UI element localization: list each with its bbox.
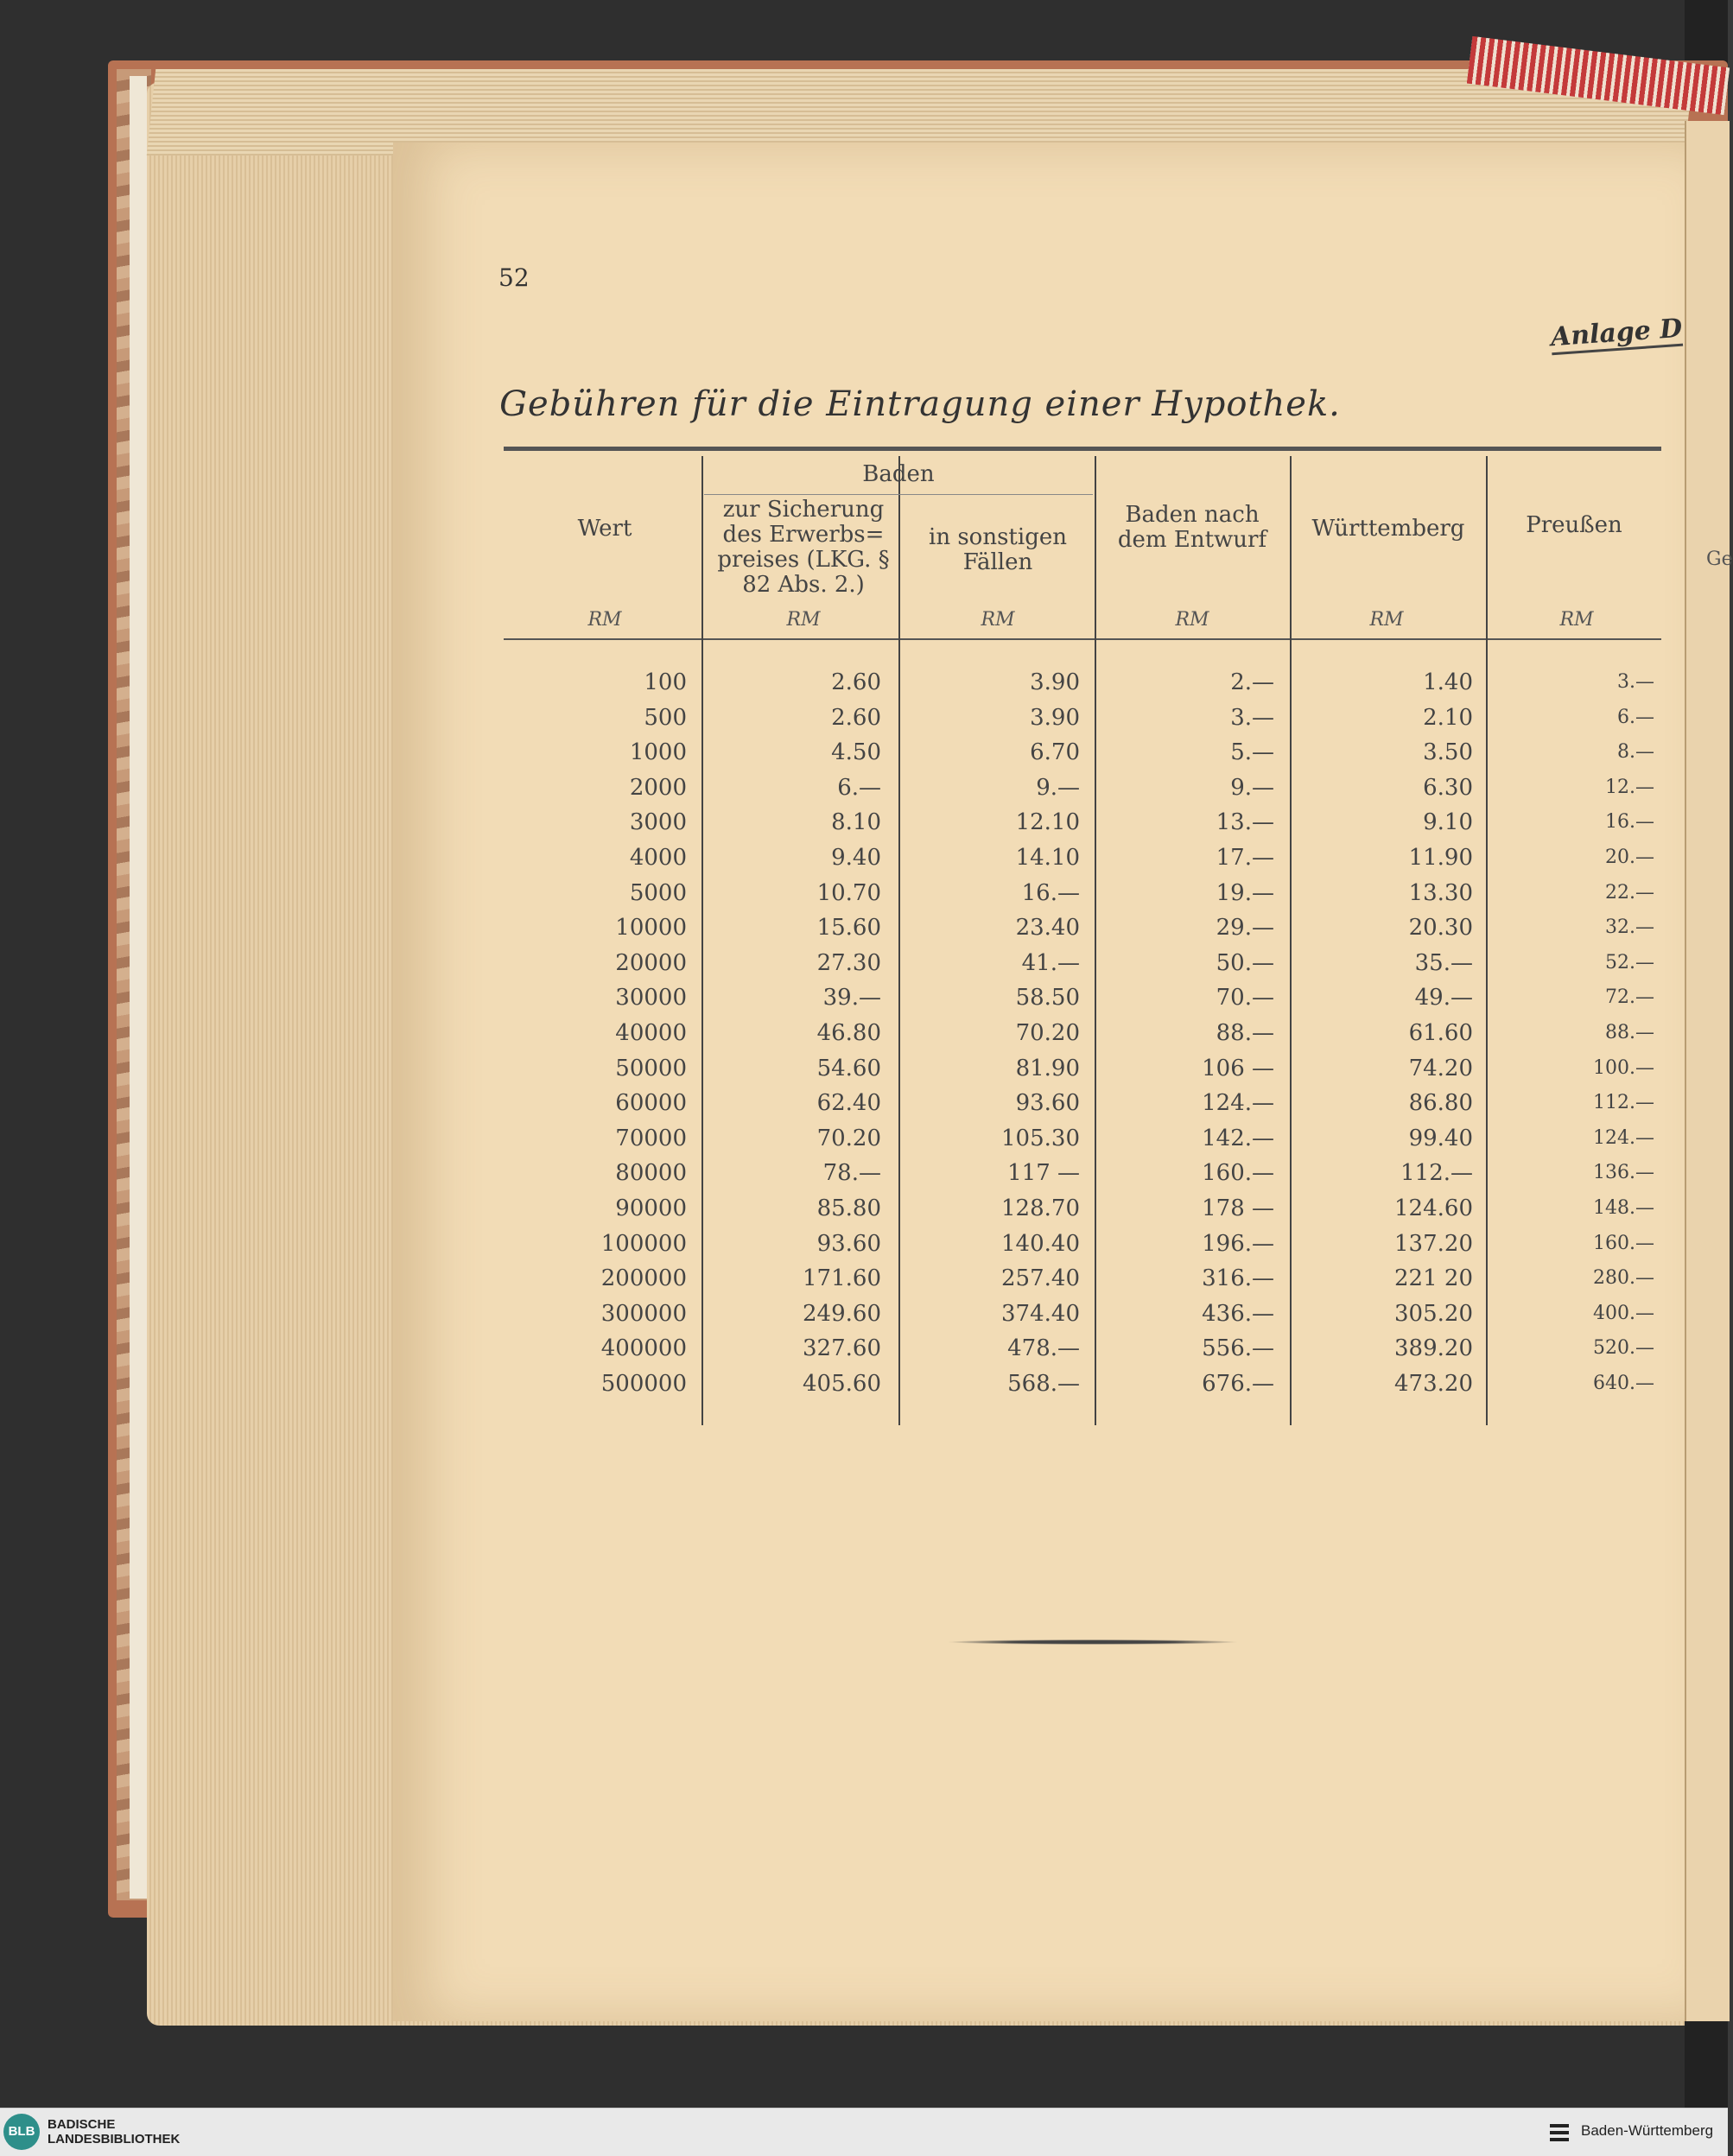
next-page-fragment: Ge xyxy=(1706,549,1733,570)
table-cell: 2.60 xyxy=(831,704,881,731)
unit-label: RM xyxy=(981,609,1015,631)
table-cell: 257.40 xyxy=(1001,1265,1080,1292)
unit-label: RM xyxy=(786,609,821,631)
end-ornament xyxy=(946,1639,1240,1645)
table-cell: 3.90 xyxy=(1030,669,1080,695)
column-divider xyxy=(1095,456,1096,1425)
table-cell: 35.— xyxy=(1414,949,1473,976)
table-cell: 70.20 xyxy=(816,1125,881,1151)
table-cell: 136.— xyxy=(1593,1162,1654,1184)
table-cell: 200000 xyxy=(600,1265,687,1292)
table-cell: 2000 xyxy=(629,774,687,801)
table-cell: 5.— xyxy=(1230,739,1274,766)
table-cell: 58.50 xyxy=(1015,985,1080,1011)
baden-group-rule xyxy=(704,494,1093,495)
table-cell: 29.— xyxy=(1216,915,1274,942)
table-cell: 171.60 xyxy=(803,1265,881,1292)
table-cell: 568.— xyxy=(1007,1370,1080,1397)
table-cell: 106 — xyxy=(1202,1055,1274,1081)
column-wert xyxy=(536,665,687,1401)
table-cell: 117 — xyxy=(1007,1160,1080,1187)
table-cell: 6.— xyxy=(837,774,881,801)
column-baden-entwurf xyxy=(1110,665,1274,1401)
table-cell: 20.— xyxy=(1605,846,1654,868)
table-cell: 32.— xyxy=(1605,916,1654,939)
table-cell: 16.— xyxy=(1605,811,1654,834)
table-cell: 70000 xyxy=(615,1125,687,1151)
table-cell: 280.— xyxy=(1593,1267,1654,1290)
table-cell: 39.— xyxy=(822,985,881,1011)
table-cell: 374.40 xyxy=(1001,1300,1080,1327)
table-cell: 112.— xyxy=(1400,1160,1473,1187)
table-cell: 70.20 xyxy=(1015,1019,1080,1046)
table-cell: 128.70 xyxy=(1001,1195,1080,1221)
table-cell: 20000 xyxy=(615,949,687,976)
table-cell: 99.40 xyxy=(1408,1125,1473,1151)
table-cell: 3.90 xyxy=(1030,704,1080,731)
table-cell: 520.— xyxy=(1593,1337,1654,1360)
page-number: 52 xyxy=(498,263,530,292)
table-cell: 124.60 xyxy=(1394,1195,1473,1221)
table-cell: 74.20 xyxy=(1408,1055,1473,1081)
table-cell: 556.— xyxy=(1202,1335,1274,1362)
table-cell: 100000 xyxy=(600,1230,687,1257)
table-cell: 100 xyxy=(644,669,687,695)
table-cell: 10000 xyxy=(615,915,687,942)
page-title: Gebühren für die Eintragung einer Hypothek. xyxy=(499,384,1341,424)
table-cell: 54.60 xyxy=(816,1055,881,1081)
table-cell: 2.— xyxy=(1230,669,1274,695)
table-cell: 178 — xyxy=(1202,1195,1274,1221)
header-baden-sicherung: zur Sicherung des Erwerbs= preises (LKG. § 82 Abs. 2.) xyxy=(717,497,890,598)
table-cell: 41.— xyxy=(1021,949,1080,976)
unit-label: RM xyxy=(1175,609,1209,631)
column-baden-sonst xyxy=(916,665,1080,1401)
table-cell: 327.60 xyxy=(803,1335,881,1362)
table-cell: 6.— xyxy=(1617,706,1654,728)
blb-logo-line1: BADISCHE xyxy=(48,2117,116,2132)
table-cell: 85.80 xyxy=(816,1195,881,1221)
table-cell: 500000 xyxy=(600,1370,687,1397)
table-cell: 400000 xyxy=(600,1335,687,1362)
table-cell: 23.40 xyxy=(1015,915,1080,942)
table-cell: 52.— xyxy=(1605,951,1654,973)
table-cell: 13.— xyxy=(1216,809,1274,836)
annex-label: Anlage D xyxy=(1550,314,1684,356)
table-cell: 80000 xyxy=(615,1160,687,1187)
table-cell: 6.70 xyxy=(1030,739,1080,766)
table-cell: 124.— xyxy=(1593,1126,1654,1149)
table-cell: 140.40 xyxy=(1001,1230,1080,1257)
header-wert: Wert xyxy=(577,516,632,542)
table-cell: 17.— xyxy=(1216,844,1274,871)
table-cell: 70.— xyxy=(1216,985,1274,1011)
table-cell: 3.— xyxy=(1230,704,1274,731)
table-cell: 3.50 xyxy=(1423,739,1473,766)
table-cell: 316.— xyxy=(1202,1265,1274,1292)
table-cell: 16.— xyxy=(1021,879,1080,906)
header-baden-sonst: in sonstigen Fällen xyxy=(929,524,1067,575)
blb-logo-icon: BLB xyxy=(3,2114,40,2150)
table-cell: 72.— xyxy=(1605,986,1654,1009)
table-cell: 137.20 xyxy=(1394,1230,1473,1257)
table-cell: 49.— xyxy=(1414,985,1473,1011)
table-cell: 9.40 xyxy=(831,844,881,871)
table-cell: 4.50 xyxy=(831,739,881,766)
column-wuerttemberg xyxy=(1305,665,1473,1401)
table-cell: 30000 xyxy=(615,985,687,1011)
table-cell: 640.— xyxy=(1593,1372,1654,1394)
table-cell: 9.— xyxy=(1230,774,1274,801)
column-divider xyxy=(1290,456,1292,1425)
table-cell: 9.10 xyxy=(1423,809,1473,836)
header-preussen: Preußen xyxy=(1526,512,1622,538)
unit-label: RM xyxy=(587,609,622,631)
table-cell: 9.— xyxy=(1036,774,1080,801)
table-cell: 249.60 xyxy=(803,1300,881,1327)
table-cell: 88.— xyxy=(1216,1019,1274,1046)
footer-bar xyxy=(0,2108,1728,2156)
table-cell: 14.10 xyxy=(1015,844,1080,871)
table-cell: 478.— xyxy=(1007,1335,1080,1362)
table-cell: 473.20 xyxy=(1394,1370,1473,1397)
table-cell: 1000 xyxy=(629,739,687,766)
blb-logo-line2: LANDESBIBLIOTHEK xyxy=(48,2132,181,2146)
table-cell: 19.— xyxy=(1216,879,1274,906)
table-cell: 160.— xyxy=(1202,1160,1274,1187)
header-baden-entwurf: Baden nach dem Entwurf xyxy=(1117,502,1267,553)
table-top-rule xyxy=(504,447,1661,451)
table-cell: 300000 xyxy=(600,1300,687,1327)
table-cell: 389.20 xyxy=(1394,1335,1473,1362)
table-cell: 62.40 xyxy=(816,1090,881,1117)
table-cell: 105.30 xyxy=(1001,1125,1080,1151)
bw-emblem-icon xyxy=(1548,2121,1571,2144)
table-cell: 86.80 xyxy=(1408,1090,1473,1117)
table-cell: 100.— xyxy=(1593,1056,1654,1079)
unit-label: RM xyxy=(1559,609,1594,631)
column-divider xyxy=(898,456,900,1425)
header-wuerttemberg: Württemberg xyxy=(1311,516,1465,542)
table-cell: 436.— xyxy=(1202,1300,1274,1327)
table-cell: 4000 xyxy=(629,844,687,871)
table-cell: 1.40 xyxy=(1423,669,1473,695)
table-cell: 60000 xyxy=(615,1090,687,1117)
bw-logo-text: Baden-Württemberg xyxy=(1581,2122,1714,2139)
table-cell: 142.— xyxy=(1202,1125,1274,1151)
unit-label: RM xyxy=(1369,609,1404,631)
table-cell: 20.30 xyxy=(1408,915,1473,942)
table-cell: 78.— xyxy=(822,1160,881,1187)
table-cell: 15.60 xyxy=(816,915,881,942)
table-cell: 12.10 xyxy=(1015,809,1080,836)
table-cell: 305.20 xyxy=(1394,1300,1473,1327)
table-cell: 8.— xyxy=(1617,741,1654,764)
table-cell: 50000 xyxy=(615,1055,687,1081)
column-baden-sicherung xyxy=(717,665,881,1401)
table-cell: 46.80 xyxy=(816,1019,881,1046)
table-cell: 196.— xyxy=(1202,1230,1274,1257)
table-cell: 405.60 xyxy=(803,1370,881,1397)
column-divider xyxy=(1486,456,1488,1425)
table-cell: 500 xyxy=(644,704,687,731)
table-cell: 93.60 xyxy=(1015,1090,1080,1117)
table-cell: 88.— xyxy=(1605,1021,1654,1043)
table-cell: 8.10 xyxy=(831,809,881,836)
table-cell: 81.90 xyxy=(1015,1055,1080,1081)
table-cell: 10.70 xyxy=(816,879,881,906)
endpaper xyxy=(130,76,147,1899)
table-cell: 676.— xyxy=(1202,1370,1274,1397)
table-cell: 22.— xyxy=(1605,881,1654,904)
table-cell: 112.— xyxy=(1593,1092,1654,1114)
table-cell: 61.60 xyxy=(1408,1019,1473,1046)
table-cell: 148.— xyxy=(1593,1196,1654,1219)
table-cell: 93.60 xyxy=(816,1230,881,1257)
table-cell: 13.30 xyxy=(1408,879,1473,906)
table-cell: 50.— xyxy=(1216,949,1274,976)
table-cell: 2.60 xyxy=(831,669,881,695)
table-header-rule xyxy=(504,638,1661,640)
table-cell: 2.10 xyxy=(1423,704,1473,731)
table-cell: 160.— xyxy=(1593,1232,1654,1254)
table-cell: 3.— xyxy=(1617,671,1654,693)
table-cell: 124.— xyxy=(1202,1090,1274,1117)
table-cell: 5000 xyxy=(629,879,687,906)
table-cell: 400.— xyxy=(1593,1302,1654,1324)
table-cell: 221 20 xyxy=(1394,1265,1473,1292)
table-cell: 27.30 xyxy=(816,949,881,976)
table-cell: 12.— xyxy=(1605,776,1654,798)
blb-logo-text xyxy=(48,2117,180,2146)
table-cell: 3000 xyxy=(629,809,687,836)
table-cell: 90000 xyxy=(615,1195,687,1221)
column-divider xyxy=(701,456,703,1425)
table-cell: 40000 xyxy=(615,1019,687,1046)
header-baden-group: Baden xyxy=(862,461,935,487)
table-cell: 11.90 xyxy=(1408,844,1473,871)
table-cell: 6.30 xyxy=(1423,774,1473,801)
column-preussen xyxy=(1499,665,1654,1401)
